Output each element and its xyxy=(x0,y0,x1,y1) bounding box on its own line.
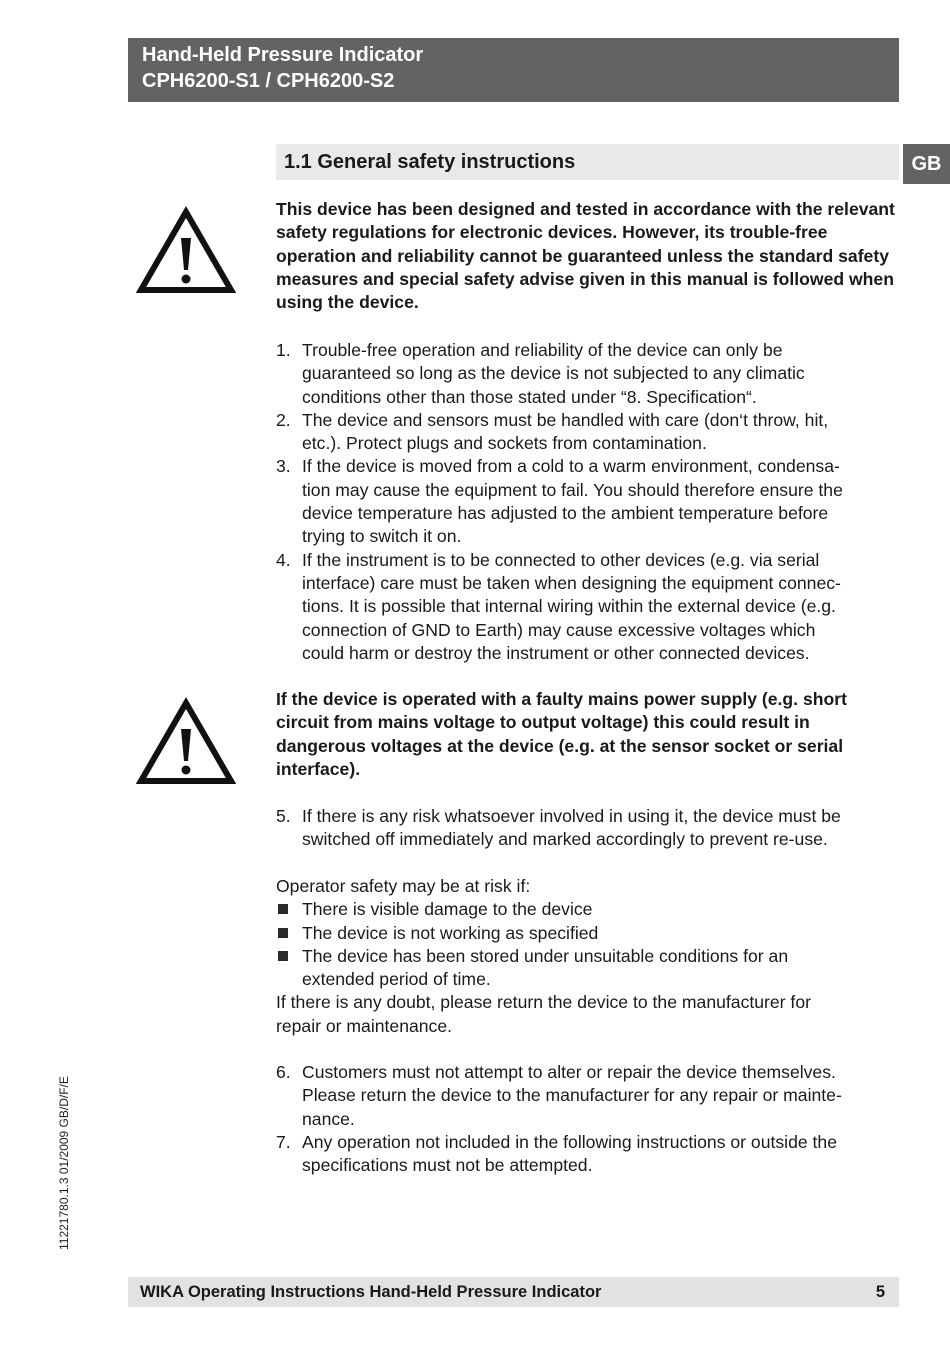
bullet-item-line: The device has been stored under unsuitable conditions for an xyxy=(302,945,789,966)
square-bullet-icon xyxy=(278,928,288,938)
bullet-item xyxy=(276,922,901,945)
doubt-line: repair or maintenance. xyxy=(276,1015,453,1036)
bullet-item xyxy=(276,898,901,921)
list-item-line: could harm or destroy the instrument or other connected devices. xyxy=(302,642,810,663)
warning-triangle-icon xyxy=(136,206,236,294)
instruction-list-1 xyxy=(276,339,901,665)
list-item-line: interface) care must be taken when designing the equipment connec- xyxy=(302,572,841,593)
header-title-line1: Hand-Held Pressure Indicator xyxy=(142,44,424,66)
square-bullet-icon xyxy=(278,904,288,914)
page-number: 5 xyxy=(875,1283,885,1301)
list-item-line: If the device is moved from a cold to a warm environment, condensa- xyxy=(302,456,840,477)
list-item-line: guaranteed so long as the device is not subjected to any climatic xyxy=(302,363,805,384)
instruction-list-2 xyxy=(276,805,901,852)
list-item-number: 3. xyxy=(276,456,291,477)
list-item-line: trying to switch it on. xyxy=(302,526,462,547)
section-heading: 1.1 General safety instructions xyxy=(276,144,899,180)
list-item-line: Trouble-free operation and reliability of the device can only be xyxy=(302,340,783,360)
operator-intro: Operator safety may be at risk if: xyxy=(276,876,531,896)
list-item-line: tions. It is possible that internal wiring within the external device (e.g. xyxy=(302,596,836,617)
bullet-item-line: extended period of time. xyxy=(302,969,491,990)
header-title-line2: CPH6200-S1 / CPH6200-S2 xyxy=(142,70,395,92)
page-footer xyxy=(128,1277,899,1307)
list-item-line: If the instrument is to be connected to other devices (e.g. via serial xyxy=(302,549,820,570)
document-header xyxy=(128,38,899,102)
list-item-line: connection of GND to Earth) may cause excessive voltages which xyxy=(302,619,816,640)
list-item-line: Please return the device to the manufacturer for any repair or mainte- xyxy=(302,1085,842,1106)
list-item-number: 7. xyxy=(276,1131,291,1152)
list-item xyxy=(276,1131,901,1178)
bullet-item-line: There is visible damage to the device xyxy=(302,899,593,920)
doubt-line: If there is any doubt, please return the device to the manufacturer for xyxy=(276,992,811,1013)
list-item-line: specifications must not be attempted. xyxy=(302,1155,593,1176)
list-item-number: 2. xyxy=(276,409,291,430)
safety-warning-2: If the device is operated with a faulty mains power supply (e.g. short circuit from mains voltage to output voltage) this could result in dangerous voltages at the device (e.g. at the sensor socket or serial interface). xyxy=(276,689,847,779)
list-item xyxy=(276,549,901,665)
list-item-line: etc.). Protect plugs and sockets from contamination. xyxy=(302,433,707,454)
list-item-line: If there is any risk whatsoever involved in using it, the device must be xyxy=(302,806,841,826)
bullet-item-line: The device is not working as specified xyxy=(302,922,599,943)
list-item xyxy=(276,339,901,409)
list-item-line: nance. xyxy=(302,1108,355,1129)
list-item-number: 5. xyxy=(276,806,291,826)
list-item xyxy=(276,409,901,456)
list-item-line: Any operation not included in the following instructions or outside the xyxy=(302,1131,837,1152)
list-item-line: device temperature has adjusted to the ambient temperature before xyxy=(302,503,829,524)
document-code: 11221780.1.3 01/2009 GB/D/F/E xyxy=(57,1076,71,1250)
language-tab: GB xyxy=(903,144,950,184)
safety-warning-1: This device has been designed and tested in accordance with the relevant safety regulations for electronic devices. However, its trouble-free operation and reliability cannot be guaranteed unless the standard safety measures and special safety advise given in this manual is followed when using the device. xyxy=(276,199,895,313)
list-item xyxy=(276,455,901,548)
operator-bullets xyxy=(276,898,901,991)
list-item-number: 1. xyxy=(276,340,291,360)
operator-safety-section xyxy=(276,875,901,1038)
list-item xyxy=(276,805,901,852)
list-item-number: 6. xyxy=(276,1062,291,1082)
list-item-line: Customers must not attempt to alter or repair the device themselves. xyxy=(302,1062,836,1082)
instruction-list-3 xyxy=(276,1061,901,1177)
list-item-line: conditions other than those stated under “8. Specification“. xyxy=(302,386,757,407)
list-item-line: The device and sensors must be handled with care (don‘t throw, hit, xyxy=(302,409,829,430)
list-item-number: 4. xyxy=(276,549,291,570)
warning-triangle-icon xyxy=(136,697,236,785)
footer-text: WIKA Operating Instructions Hand-Held Pressure Indicator xyxy=(140,1283,602,1301)
list-item-line: tion may cause the equipment to fail. You should therefore ensure the xyxy=(302,479,843,500)
square-bullet-icon xyxy=(278,951,288,961)
list-item xyxy=(276,1061,901,1131)
list-item-line: switched off immediately and marked accordingly to prevent re-use. xyxy=(302,829,828,850)
operator-doubt-text xyxy=(276,991,901,1038)
bullet-item xyxy=(276,945,901,992)
